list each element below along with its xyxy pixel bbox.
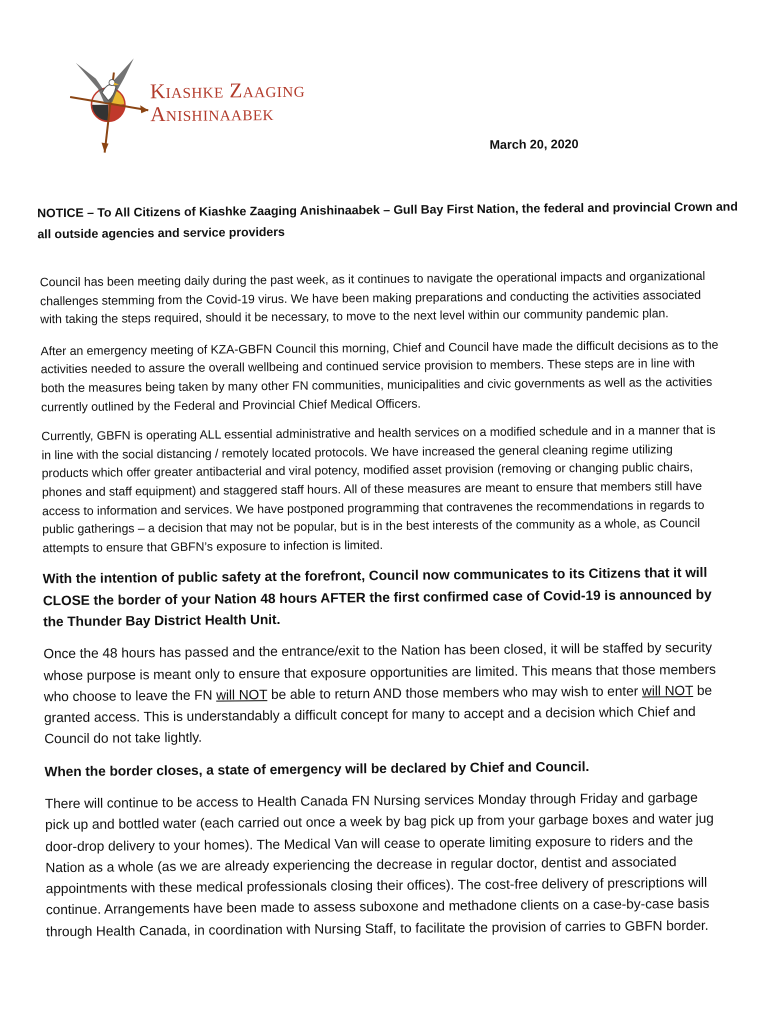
organization-logo (66, 50, 367, 163)
will-not-enter-underlined: will NOT (641, 682, 694, 699)
logo-line-1: Kiashke Zaaging (149, 77, 306, 104)
paragraph-2: After an emergency meeting of KZA-GBFN Council this morning, Chief and Council have made the difficult decisions as to the activities needed to assure the overall wellbeing and continued service provision to members. These steps are in line with both the measures being taken by many other FN communities, municipalities and civic governments as well as the activities currently outlined by the Federal and Provincial Chief Medical Officers. (40, 337, 719, 414)
notice-body (40, 267, 726, 954)
paragraph-services: There will continue to be access to Health Canada FN Nursing services Monday through Friday and garbage pick up and bottled water (each carried out once a week by bag pick up from your garbage boxes and water jug door-drop delivery to your homes). The Medical Van will cease to operate limiting exposure to riders and the Nation as a whole (as we are already experiencing the decrease in regular doctor, dentist and associated appointments with these medical professionals closing their offices). The cost-free delivery of prescriptions will continue. Arrangements have been made to assess suboxone and methadone clients on a case-by-case basis through Health Canada, in coordination with Nursing Staff, to facilitate the provision of carries to GBFN border. (44, 789, 714, 939)
paragraph-5-part-c: be granted access. This is understandably a difficult concept for many to accept and a decision which Chief and Council do not take lightly. (44, 682, 713, 747)
paragraph-1: Council has been meeting daily during the past week, as it continues to navigate the operational impacts and organizational challenges stemming from the Covid-19 virus. We have been making preparations and conducting the activities associated with taking the steps required, should it be necessary, to move to the next level within our community pandemic plan. (39, 268, 706, 327)
notice-date: March 20, 2020 (489, 137, 579, 152)
logo-line-2: Anishinaabek (150, 101, 275, 127)
eagle-medicine-wheel-logo-icon (66, 52, 157, 158)
paragraph-border-closure: With the intention of public safety at the forefront, Council now communicates to its Citizens that it will CLOSE the border of your Nation 48 hours AFTER the first confirmed case of Covid-19 is announced by the Thunder Bay District Health Unit. (42, 565, 712, 630)
paragraph-state-of-emergency: When the border closes, a state of emergency will be declared by Chief and Council. (44, 758, 590, 779)
paragraph-3: Currently, GBFN is operating ALL essential administrative and health services on a modified schedule and in a manner that is in line with the social distancing / remotely located protocols. We have increased the general cleaning regime utilizing products which offer greater antibacterial and viral potency, modified asset provision (removing or changing public chairs, phones and staff equipment) and staggered staff hours. All of these measures are meant to ensure that members still have access to information and services. We have postponed programming that contravenes the recommendations in regards to public gatherings – a decision that may not be popular, but is in the best interests of the community as a whole, as Council attempts to ensure that GBFN’s exposure to infection is limited. (41, 422, 716, 555)
paragraph-5-part-a: Once the 48 hours has passed and the entrance/exit to the Nation has been closed, it will be staffed by security whose purpose is meant only to ensure that exposure opportunities are limited. This means that those members who choose to leave the FN (43, 640, 716, 705)
paragraph-5-part-b: be able to return AND those members who may wish to enter (267, 683, 643, 702)
logo-wordmark (150, 79, 305, 126)
notice-heading: NOTICE – To All Citizens of Kiashke Zaaging Anishinaabek – Gull Bay First Nation, the federal and provincial Crown and all outside agencies and service providers (37, 199, 738, 242)
will-not-return-underlined: will NOT (216, 686, 268, 703)
paragraph-security (43, 637, 724, 750)
